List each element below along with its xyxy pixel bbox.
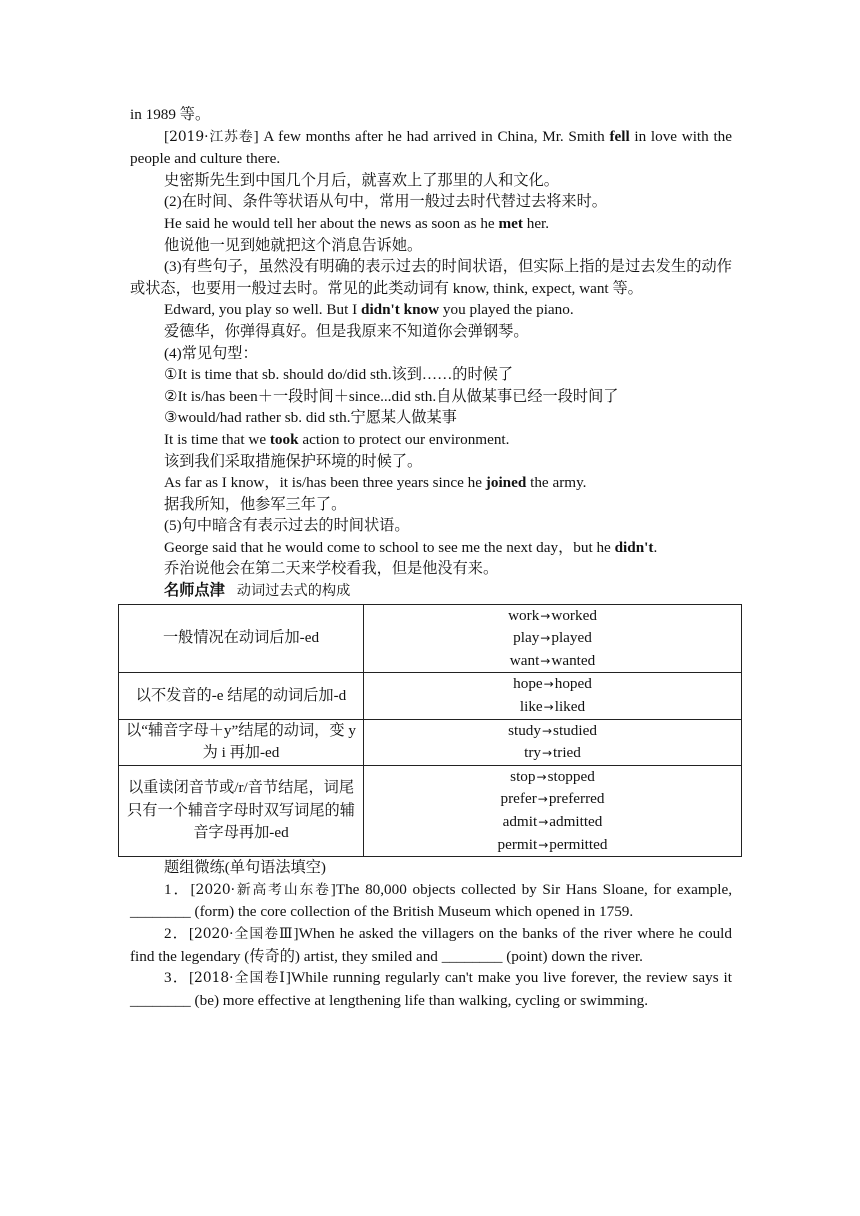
example-2-zh: 他说他一见到她就把这个消息告诉她。 xyxy=(164,236,423,254)
question-1-blank[interactable]: ________ xyxy=(130,903,191,921)
table-rule-cell: 一般情况在动词后加-ed xyxy=(119,604,364,673)
verb-pair xyxy=(368,811,737,834)
arrow-right-icon: → xyxy=(540,653,551,668)
question-3: 3．[2018·全国卷Ⅰ]While running regularly can't make you live forever, the review says it ________ (be) more effective at lengthening life than walking, cycling or swimming. xyxy=(130,969,732,1009)
rule-2: (2)在时间、条件等状语从句中，常用一般过去时代替过去将来时。 xyxy=(164,193,607,211)
example-4-text-b: action to protect our environment. xyxy=(298,430,510,448)
past-tense-table xyxy=(118,604,742,858)
arrow-right-icon: → xyxy=(543,700,554,715)
past-form: admitted xyxy=(549,813,603,830)
past-form: played xyxy=(551,629,592,647)
pattern-2: ②It is/has been＋一段时间＋since...did sth.自从做某事已经一段时间了 xyxy=(164,387,619,405)
table-row xyxy=(119,765,742,856)
question-2-source: 2020·全国卷Ⅲ xyxy=(193,925,294,942)
example-2-text-b: her. xyxy=(522,214,550,232)
example-4-zh: 该到我们采取措施保护环境的时候了。 xyxy=(164,452,423,470)
example-4-key-verb: took xyxy=(269,430,299,448)
arrow-right-icon: → xyxy=(537,792,548,807)
example-5-text-a: As far as I know，it is/has been three years since he xyxy=(164,474,486,492)
question-1-source: 2020·新高考山东卷 xyxy=(195,881,331,898)
example-6-key-verb: didn't xyxy=(614,538,654,556)
base-form: want xyxy=(509,651,540,669)
past-form: studied xyxy=(553,721,597,739)
example-5-key-verb: joined xyxy=(485,474,527,492)
table-rule-cell: 以重读闭音节或/r/音节结尾，词尾只有一个辅音字母时双写词尾的辅音字母再加-ed xyxy=(119,765,364,856)
example-6-zh: 乔治说他会在第二天来学校看我，但是他没有来。 xyxy=(164,560,499,578)
example-3-text-b: you played the piano. xyxy=(439,301,574,319)
base-form: play xyxy=(513,629,540,647)
table-row xyxy=(119,673,742,719)
document-page xyxy=(126,104,733,1011)
example-1-key-verb: fell xyxy=(609,127,630,145)
arrow-right-icon: → xyxy=(538,815,549,829)
example-5-en xyxy=(130,472,732,494)
question-1-text-a: The 80,000 objects collected by Sir Hans Sloane, for example, xyxy=(335,880,733,898)
example-2-text-a: He said he would tell her about the news as soon as he xyxy=(164,214,499,232)
base-form: stop xyxy=(510,767,536,785)
example-6-text-b: . xyxy=(653,538,658,556)
question-1-text-b: (form) the core collection of the British Museum which opened in 1759. xyxy=(190,903,634,921)
example-2-key-verb: met xyxy=(498,214,523,232)
past-form: worked xyxy=(551,606,597,624)
base-form: admit xyxy=(502,813,538,830)
question-2-text-a: When he asked the villagers on the banks of the river where he could find the legendary (传奇的) artist, they smiled and xyxy=(130,924,732,965)
example-4-text-a: It is time that we xyxy=(164,430,270,448)
arrow-right-icon: → xyxy=(538,837,549,852)
question-3-text-b: (be) more effective at lengthening life than walking, cycling or swimming. xyxy=(190,991,649,1009)
example-4-en xyxy=(130,429,732,451)
teacher-tip-heading xyxy=(130,580,732,603)
table-rule-cell: 以不发音的-e 结尾的动词后加-d xyxy=(119,673,364,719)
example-6-text-a: George said that he would come to school to see me the next day，but he xyxy=(164,538,615,556)
intro-tail: in 1989 等。 xyxy=(130,106,211,123)
base-form: permit xyxy=(497,835,538,853)
verb-pair xyxy=(368,788,737,811)
past-form: permitted xyxy=(549,835,608,853)
arrow-right-icon: → xyxy=(543,677,554,692)
question-3-text-a: While running regularly can't make you live forever, the review says it xyxy=(290,969,732,987)
rule-3: (3)有些句子，虽然没有明确的表示过去的时间状语，但实际上指的是过去发生的动作或状态，也要用一般过去时。常见的此类动词有 know, think, expect, want 等。 xyxy=(130,258,732,297)
base-form: try xyxy=(524,744,541,762)
base-form: study xyxy=(508,721,541,739)
example-5-zh: 据我所知，他参军三年了。 xyxy=(164,495,347,513)
example-3-zh: 爱德华，你弹得真好。但是我原来不知道你会弹钢琴。 xyxy=(164,322,529,340)
verb-pair xyxy=(368,673,737,696)
table-row xyxy=(119,719,742,765)
question-2-blank[interactable]: ________ xyxy=(441,947,503,965)
table-rule-cell: 以“辅音字母＋y”结尾的动词，变 y 为 i 再加-ed xyxy=(119,719,364,765)
verb-pair xyxy=(368,627,737,650)
table-example-cell xyxy=(364,673,742,719)
past-form: wanted xyxy=(551,651,596,669)
verb-pair xyxy=(368,742,737,765)
arrow-right-icon: → xyxy=(536,769,547,784)
tip-label: 名师点津 xyxy=(164,582,225,600)
example-2-en xyxy=(130,213,732,235)
example-1-text-a: A few months after he had arrived in China, Mr. Smith xyxy=(263,127,610,145)
arrow-right-icon: → xyxy=(540,608,551,623)
rule-4: (4)常见句型： xyxy=(164,344,258,362)
tip-topic: 动词过去式的构成 xyxy=(236,583,351,600)
question-2: 2．[2020·全国卷Ⅲ]When he asked the villagers on the banks of the river where he could find the legendary (传奇的) artist, they smiled and ________ (point) down the river. xyxy=(130,924,732,965)
past-form: tried xyxy=(553,744,581,762)
question-3-number: 3． xyxy=(164,969,189,987)
arrow-right-icon: → xyxy=(540,631,551,646)
exercise-title: 题组微练(单句语法填空) xyxy=(164,859,326,877)
example-3-key-verb: didn't know xyxy=(361,301,440,319)
table-row xyxy=(119,604,742,673)
arrow-right-icon: → xyxy=(541,746,553,761)
arrow-right-icon: → xyxy=(541,723,553,738)
question-3-blank[interactable]: ________ xyxy=(130,991,191,1009)
question-2-number: 2． xyxy=(164,924,189,942)
example-1-text-b: in love with the people and culture there. xyxy=(130,127,733,168)
example-5-text-b: the army. xyxy=(526,474,587,492)
example-1-source: 2019·江苏卷 xyxy=(169,128,254,145)
question-1: 1．[2020·新高考山东卷]The 80,000 objects collected by Sir Hans Sloane, for example, ________ (form) the core collection of the British Museum which opened in 1759. xyxy=(130,880,733,921)
base-form: work xyxy=(508,606,540,624)
base-form: prefer xyxy=(500,790,537,808)
table-example-cell xyxy=(364,719,742,765)
base-form: like xyxy=(519,698,543,716)
verb-pair xyxy=(368,650,737,673)
table-example-cell xyxy=(364,604,742,673)
verb-pair xyxy=(368,834,737,857)
verb-pair xyxy=(368,720,737,743)
verb-pair xyxy=(368,766,737,789)
example-3-text-a: Edward, you play so well. But I xyxy=(164,301,361,319)
example-1-en: [2019·江苏卷] A few months after he had arrived in China, Mr. Smith fell in love with the people and culture there. xyxy=(130,127,733,168)
verb-pair xyxy=(368,605,737,628)
rule-5: (5)句中暗含有表示过去的时间状语。 xyxy=(164,517,410,535)
base-form: hope xyxy=(513,675,543,693)
example-1-zh: 史密斯先生到中国几个月后，就喜欢上了那里的人和文化。 xyxy=(164,171,559,189)
example-6-en xyxy=(130,537,732,559)
past-form: liked xyxy=(554,698,586,716)
question-1-number: 1． xyxy=(164,880,191,898)
question-2-text-b: (point) down the river. xyxy=(502,947,643,965)
pattern-1: ①It is time that sb. should do/did sth.该到……的时候了 xyxy=(164,366,514,384)
past-form: hoped xyxy=(554,675,592,693)
question-3-source: 2018·全国卷Ⅰ xyxy=(194,970,286,987)
pattern-3: ③would/had rather sb. did sth.宁愿某人做某事 xyxy=(164,409,457,427)
example-3-en xyxy=(130,299,732,321)
past-form: preferred xyxy=(548,790,605,808)
table-example-cell xyxy=(364,765,742,856)
past-form: stopped xyxy=(547,767,595,785)
verb-pair xyxy=(368,696,737,719)
